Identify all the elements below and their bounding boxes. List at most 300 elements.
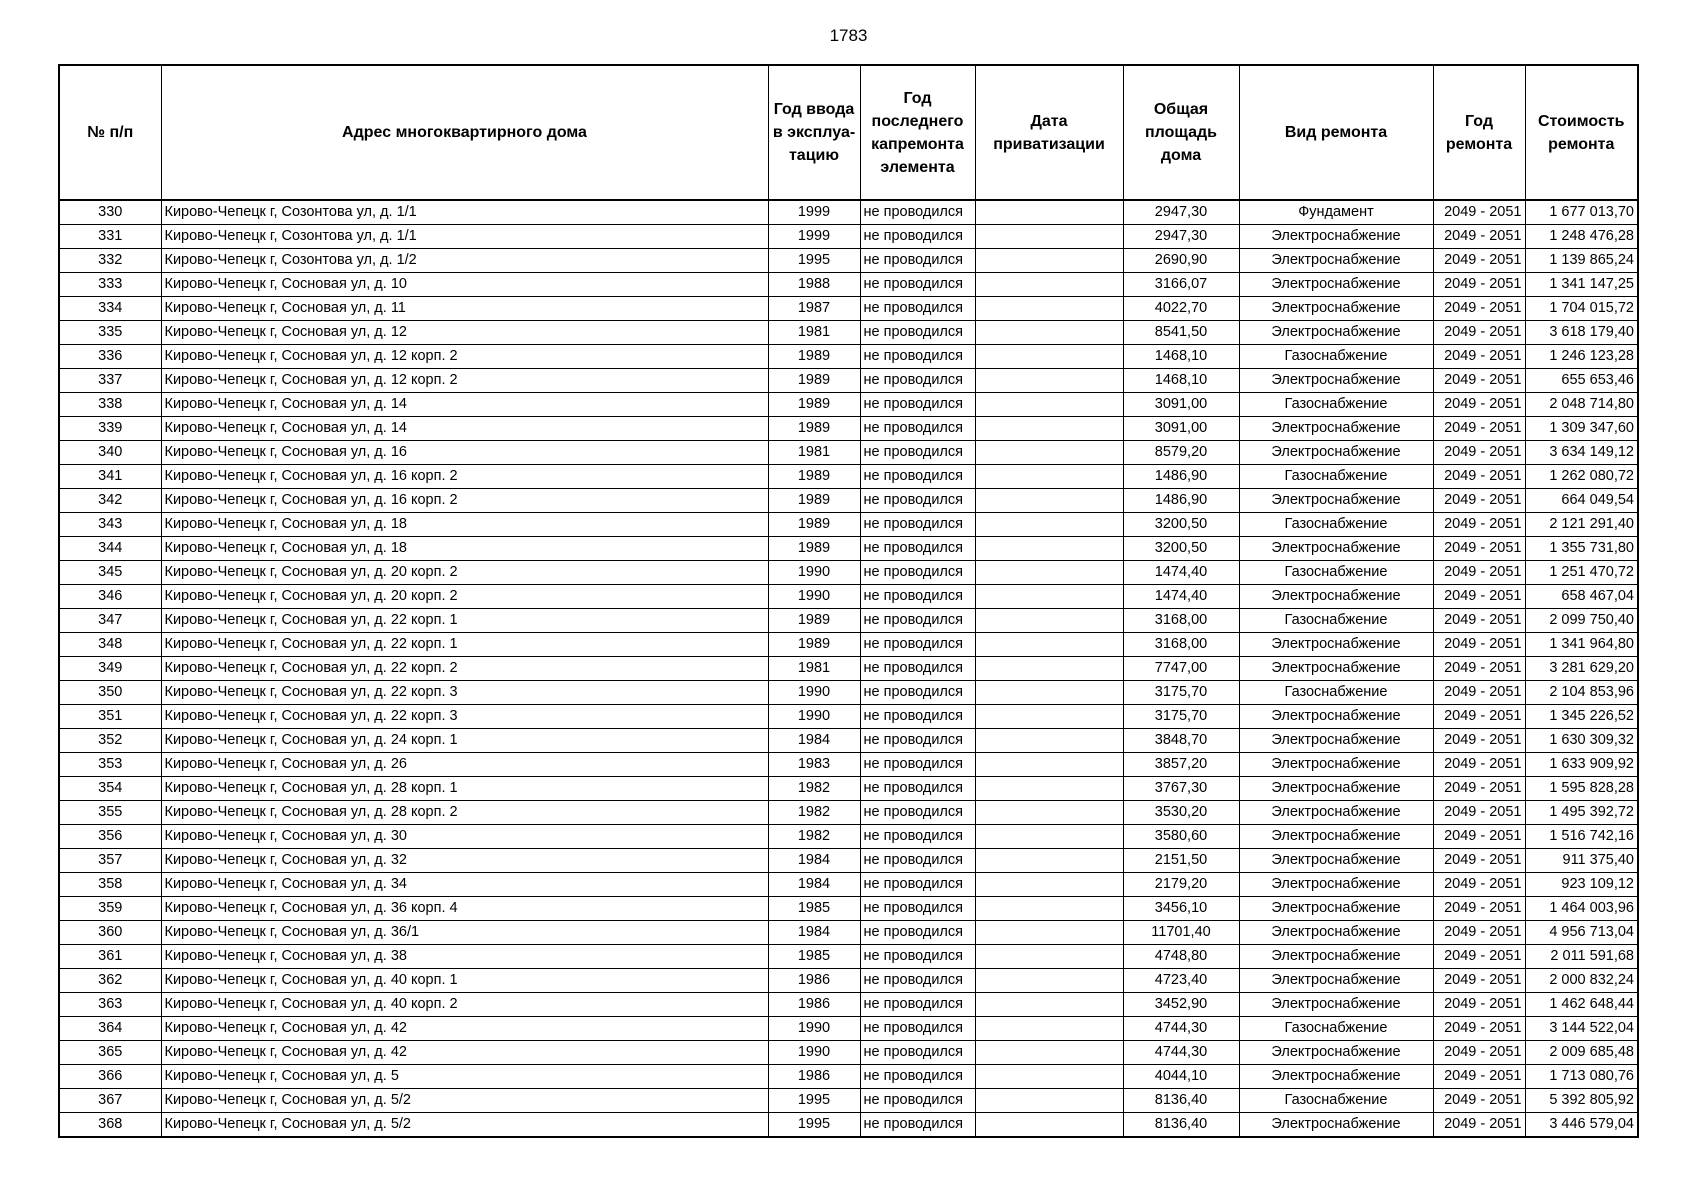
cell-year-built: 1995 <box>768 1089 860 1113</box>
cell-repair-year: 2049 - 2051 <box>1433 1065 1525 1089</box>
cell-address: Кирово-Чепецк г, Сосновая ул, д. 22 корп. 1 <box>161 609 768 633</box>
cell-privatization <box>975 633 1123 657</box>
cell-repair-type: Газоснабжение <box>1239 561 1433 585</box>
cell-area: 4723,40 <box>1123 969 1239 993</box>
cell-cost: 3 281 629,20 <box>1525 657 1638 681</box>
cell-area: 1486,90 <box>1123 489 1239 513</box>
cell-last-repair: не проводился <box>860 585 975 609</box>
cell-last-repair: не проводился <box>860 609 975 633</box>
table-row <box>59 705 1638 729</box>
table-row <box>59 225 1638 249</box>
cell-repair-type: Газоснабжение <box>1239 1017 1433 1041</box>
table-row <box>59 825 1638 849</box>
cell-last-repair: не проводился <box>860 297 975 321</box>
header-repair-year: Год ремонта <box>1433 65 1525 200</box>
cell-last-repair: не проводился <box>860 1017 975 1041</box>
cell-num: 366 <box>59 1065 161 1089</box>
cell-privatization <box>975 657 1123 681</box>
cell-cost: 1 341 147,25 <box>1525 273 1638 297</box>
cell-area: 3091,00 <box>1123 417 1239 441</box>
cell-year-built: 1990 <box>768 561 860 585</box>
cell-address: Кирово-Чепецк г, Сосновая ул, д. 34 <box>161 873 768 897</box>
cell-cost: 1 595 828,28 <box>1525 777 1638 801</box>
table-row <box>59 1017 1638 1041</box>
table-row <box>59 849 1638 873</box>
cell-cost: 2 104 853,96 <box>1525 681 1638 705</box>
cell-year-built: 1987 <box>768 297 860 321</box>
cell-repair-type: Электроснабжение <box>1239 297 1433 321</box>
cell-year-built: 1986 <box>768 1065 860 1089</box>
cell-repair-type: Электроснабжение <box>1239 369 1433 393</box>
cell-privatization <box>975 249 1123 273</box>
cell-repair-year: 2049 - 2051 <box>1433 897 1525 921</box>
cell-repair-year: 2049 - 2051 <box>1433 801 1525 825</box>
cell-privatization <box>975 585 1123 609</box>
cell-cost: 2 009 685,48 <box>1525 1041 1638 1065</box>
table-row <box>59 200 1638 225</box>
cell-last-repair: не проводился <box>860 945 975 969</box>
cell-privatization <box>975 609 1123 633</box>
cell-last-repair: не проводился <box>860 249 975 273</box>
cell-last-repair: не проводился <box>860 537 975 561</box>
cell-cost: 911 375,40 <box>1525 849 1638 873</box>
cell-repair-year: 2049 - 2051 <box>1433 441 1525 465</box>
cell-repair-year: 2049 - 2051 <box>1433 777 1525 801</box>
cell-address: Кирово-Чепецк г, Сосновая ул, д. 5/2 <box>161 1089 768 1113</box>
table-row <box>59 1065 1638 1089</box>
cell-last-repair: не проводился <box>860 825 975 849</box>
cell-address: Кирово-Чепецк г, Сосновая ул, д. 14 <box>161 393 768 417</box>
cell-address: Кирово-Чепецк г, Сосновая ул, д. 36 корп. 4 <box>161 897 768 921</box>
cell-year-built: 1999 <box>768 225 860 249</box>
cell-address: Кирово-Чепецк г, Созонтова ул, д. 1/1 <box>161 225 768 249</box>
cell-privatization <box>975 417 1123 441</box>
cell-num: 348 <box>59 633 161 657</box>
cell-year-built: 1989 <box>768 513 860 537</box>
cell-year-built: 1985 <box>768 897 860 921</box>
cell-repair-year: 2049 - 2051 <box>1433 1041 1525 1065</box>
cell-last-repair: не проводился <box>860 200 975 225</box>
cell-privatization <box>975 777 1123 801</box>
cell-num: 363 <box>59 993 161 1017</box>
cell-year-built: 1986 <box>768 969 860 993</box>
cell-cost: 3 618 179,40 <box>1525 321 1638 345</box>
cell-address: Кирово-Чепецк г, Сосновая ул, д. 38 <box>161 945 768 969</box>
cell-privatization <box>975 465 1123 489</box>
cell-num: 335 <box>59 321 161 345</box>
cell-area: 1474,40 <box>1123 561 1239 585</box>
cell-num: 361 <box>59 945 161 969</box>
cell-area: 2690,90 <box>1123 249 1239 273</box>
table-row <box>59 609 1638 633</box>
cell-area: 3767,30 <box>1123 777 1239 801</box>
cell-num: 336 <box>59 345 161 369</box>
cell-privatization <box>975 753 1123 777</box>
cell-privatization <box>975 561 1123 585</box>
cell-cost: 1 139 865,24 <box>1525 249 1638 273</box>
cell-area: 3580,60 <box>1123 825 1239 849</box>
table-row <box>59 393 1638 417</box>
table-row <box>59 441 1638 465</box>
cell-address: Кирово-Чепецк г, Сосновая ул, д. 22 корп. 3 <box>161 681 768 705</box>
cell-cost: 1 630 309,32 <box>1525 729 1638 753</box>
table-row <box>59 681 1638 705</box>
cell-repair-type: Электроснабжение <box>1239 969 1433 993</box>
cell-area: 3530,20 <box>1123 801 1239 825</box>
table-row <box>59 801 1638 825</box>
cell-last-repair: не проводился <box>860 441 975 465</box>
cell-cost: 664 049,54 <box>1525 489 1638 513</box>
cell-privatization <box>975 873 1123 897</box>
header-area: Общая площадь дома <box>1123 65 1239 200</box>
cell-privatization <box>975 393 1123 417</box>
cell-privatization <box>975 1065 1123 1089</box>
cell-year-built: 1989 <box>768 417 860 441</box>
cell-year-built: 1990 <box>768 585 860 609</box>
table-row <box>59 945 1638 969</box>
cell-repair-type: Электроснабжение <box>1239 441 1433 465</box>
cell-num: 333 <box>59 273 161 297</box>
cell-num: 356 <box>59 825 161 849</box>
cell-privatization <box>975 681 1123 705</box>
cell-repair-year: 2049 - 2051 <box>1433 321 1525 345</box>
cell-cost: 3 144 522,04 <box>1525 1017 1638 1041</box>
header-num: № п/п <box>59 65 161 200</box>
cell-area: 1486,90 <box>1123 465 1239 489</box>
cell-cost: 1 262 080,72 <box>1525 465 1638 489</box>
cell-repair-year: 2049 - 2051 <box>1433 993 1525 1017</box>
cell-num: 346 <box>59 585 161 609</box>
page-number: 1783 <box>829 26 868 45</box>
cell-area: 1468,10 <box>1123 369 1239 393</box>
cell-repair-type: Газоснабжение <box>1239 609 1433 633</box>
cell-repair-year: 2049 - 2051 <box>1433 345 1525 369</box>
table-row <box>59 753 1638 777</box>
cell-area: 3168,00 <box>1123 633 1239 657</box>
cell-cost: 658 467,04 <box>1525 585 1638 609</box>
cell-repair-type: Электроснабжение <box>1239 921 1433 945</box>
cell-repair-type: Газоснабжение <box>1239 393 1433 417</box>
cell-area: 11701,40 <box>1123 921 1239 945</box>
cell-privatization <box>975 345 1123 369</box>
table-row <box>59 1041 1638 1065</box>
cell-repair-year: 2049 - 2051 <box>1433 633 1525 657</box>
cell-area: 4744,30 <box>1123 1041 1239 1065</box>
cell-address: Кирово-Чепецк г, Сосновая ул, д. 5/2 <box>161 1113 768 1138</box>
cell-num: 367 <box>59 1089 161 1113</box>
cell-cost: 655 653,46 <box>1525 369 1638 393</box>
header-cost: Стоимость ремонта <box>1525 65 1638 200</box>
cell-address: Кирово-Чепецк г, Сосновая ул, д. 20 корп. 2 <box>161 585 768 609</box>
cell-repair-year: 2049 - 2051 <box>1433 657 1525 681</box>
cell-repair-type: Газоснабжение <box>1239 681 1433 705</box>
cell-num: 362 <box>59 969 161 993</box>
table-row <box>59 897 1638 921</box>
cell-repair-year: 2049 - 2051 <box>1433 825 1525 849</box>
cell-repair-type: Электроснабжение <box>1239 753 1433 777</box>
cell-cost: 1 341 964,80 <box>1525 633 1638 657</box>
cell-privatization <box>975 513 1123 537</box>
table-row <box>59 969 1638 993</box>
table-row <box>59 513 1638 537</box>
table-row <box>59 249 1638 273</box>
table-row <box>59 585 1638 609</box>
cell-repair-type: Электроснабжение <box>1239 1065 1433 1089</box>
cell-repair-type: Электроснабжение <box>1239 1041 1433 1065</box>
cell-repair-type: Электроснабжение <box>1239 225 1433 249</box>
cell-privatization <box>975 705 1123 729</box>
cell-repair-year: 2049 - 2051 <box>1433 1017 1525 1041</box>
cell-repair-type: Электроснабжение <box>1239 321 1433 345</box>
cell-repair-type: Электроснабжение <box>1239 273 1433 297</box>
cell-last-repair: не проводился <box>860 681 975 705</box>
cell-privatization <box>975 945 1123 969</box>
cell-num: 355 <box>59 801 161 825</box>
cell-last-repair: не проводился <box>860 393 975 417</box>
cell-area: 2179,20 <box>1123 873 1239 897</box>
cell-cost: 1 516 742,16 <box>1525 825 1638 849</box>
cell-year-built: 1982 <box>768 777 860 801</box>
cell-repair-type: Электроснабжение <box>1239 705 1433 729</box>
cell-year-built: 1990 <box>768 681 860 705</box>
cell-num: 347 <box>59 609 161 633</box>
cell-num: 365 <box>59 1041 161 1065</box>
cell-last-repair: не проводился <box>860 633 975 657</box>
cell-cost: 1 713 080,76 <box>1525 1065 1638 1089</box>
table-row <box>59 321 1638 345</box>
table-row <box>59 1089 1638 1113</box>
cell-address: Кирово-Чепецк г, Сосновая ул, д. 10 <box>161 273 768 297</box>
cell-address: Кирово-Чепецк г, Сосновая ул, д. 11 <box>161 297 768 321</box>
cell-area: 4022,70 <box>1123 297 1239 321</box>
cell-area: 4748,80 <box>1123 945 1239 969</box>
cell-year-built: 1990 <box>768 1041 860 1065</box>
cell-privatization <box>975 369 1123 393</box>
cell-repair-type: Электроснабжение <box>1239 249 1433 273</box>
cell-repair-type: Электроснабжение <box>1239 585 1433 609</box>
cell-cost: 1 246 123,28 <box>1525 345 1638 369</box>
cell-repair-type: Электроснабжение <box>1239 993 1433 1017</box>
cell-privatization <box>975 321 1123 345</box>
table-row <box>59 993 1638 1017</box>
cell-repair-year: 2049 - 2051 <box>1433 393 1525 417</box>
cell-privatization <box>975 849 1123 873</box>
cell-num: 344 <box>59 537 161 561</box>
cell-year-built: 1989 <box>768 609 860 633</box>
cell-area: 3091,00 <box>1123 393 1239 417</box>
cell-last-repair: не проводился <box>860 657 975 681</box>
cell-area: 2947,30 <box>1123 200 1239 225</box>
cell-num: 349 <box>59 657 161 681</box>
table-row <box>59 537 1638 561</box>
cell-cost: 1 248 476,28 <box>1525 225 1638 249</box>
cell-address: Кирово-Чепецк г, Сосновая ул, д. 30 <box>161 825 768 849</box>
cell-area: 3175,70 <box>1123 705 1239 729</box>
cell-repair-year: 2049 - 2051 <box>1433 249 1525 273</box>
cell-last-repair: не проводился <box>860 1089 975 1113</box>
repair-register-table <box>58 64 1639 1138</box>
cell-repair-year: 2049 - 2051 <box>1433 945 1525 969</box>
cell-num: 345 <box>59 561 161 585</box>
cell-repair-year: 2049 - 2051 <box>1433 1113 1525 1138</box>
cell-cost: 5 392 805,92 <box>1525 1089 1638 1113</box>
cell-repair-year: 2049 - 2051 <box>1433 921 1525 945</box>
cell-cost: 1 355 731,80 <box>1525 537 1638 561</box>
cell-year-built: 1989 <box>768 369 860 393</box>
cell-privatization <box>975 225 1123 249</box>
cell-repair-year: 2049 - 2051 <box>1433 849 1525 873</box>
cell-repair-year: 2049 - 2051 <box>1433 489 1525 513</box>
cell-repair-type: Газоснабжение <box>1239 465 1433 489</box>
cell-num: 352 <box>59 729 161 753</box>
cell-repair-year: 2049 - 2051 <box>1433 753 1525 777</box>
cell-year-built: 1984 <box>768 729 860 753</box>
cell-year-built: 1981 <box>768 657 860 681</box>
cell-repair-type: Электроснабжение <box>1239 825 1433 849</box>
cell-year-built: 1981 <box>768 321 860 345</box>
cell-area: 8579,20 <box>1123 441 1239 465</box>
cell-num: 334 <box>59 297 161 321</box>
cell-cost: 2 099 750,40 <box>1525 609 1638 633</box>
cell-address: Кирово-Чепецк г, Сосновая ул, д. 42 <box>161 1017 768 1041</box>
cell-address: Кирово-Чепецк г, Сосновая ул, д. 22 корп. 3 <box>161 705 768 729</box>
cell-area: 4744,30 <box>1123 1017 1239 1041</box>
cell-address: Кирово-Чепецк г, Сосновая ул, д. 12 корп. 2 <box>161 369 768 393</box>
cell-cost: 1 251 470,72 <box>1525 561 1638 585</box>
cell-year-built: 1984 <box>768 849 860 873</box>
cell-last-repair: не проводился <box>860 993 975 1017</box>
cell-repair-type: Электроснабжение <box>1239 849 1433 873</box>
cell-address: Кирово-Чепецк г, Сосновая ул, д. 12 корп. 2 <box>161 345 768 369</box>
cell-year-built: 1990 <box>768 1017 860 1041</box>
header-last-repair: Год последнего капремонта элемента <box>860 65 975 200</box>
table-row <box>59 297 1638 321</box>
cell-year-built: 1983 <box>768 753 860 777</box>
cell-area: 1468,10 <box>1123 345 1239 369</box>
cell-area: 7747,00 <box>1123 657 1239 681</box>
header-repair-type: Вид ремонта <box>1239 65 1433 200</box>
cell-year-built: 1989 <box>768 393 860 417</box>
cell-privatization <box>975 993 1123 1017</box>
header-row <box>59 65 1638 200</box>
cell-privatization <box>975 297 1123 321</box>
table-row <box>59 1113 1638 1138</box>
table-row <box>59 345 1638 369</box>
table-row <box>59 273 1638 297</box>
cell-num: 342 <box>59 489 161 513</box>
cell-repair-type: Электроснабжение <box>1239 897 1433 921</box>
cell-last-repair: не проводился <box>860 1065 975 1089</box>
cell-repair-year: 2049 - 2051 <box>1433 969 1525 993</box>
cell-area: 3857,20 <box>1123 753 1239 777</box>
cell-last-repair: не проводился <box>860 801 975 825</box>
cell-repair-year: 2049 - 2051 <box>1433 465 1525 489</box>
cell-year-built: 1981 <box>768 441 860 465</box>
cell-num: 360 <box>59 921 161 945</box>
table-row <box>59 369 1638 393</box>
cell-year-built: 1999 <box>768 200 860 225</box>
cell-cost: 1 464 003,96 <box>1525 897 1638 921</box>
cell-address: Кирово-Чепецк г, Сосновая ул, д. 16 корп. 2 <box>161 465 768 489</box>
cell-address: Кирово-Чепецк г, Сосновая ул, д. 32 <box>161 849 768 873</box>
cell-repair-year: 2049 - 2051 <box>1433 537 1525 561</box>
cell-last-repair: не проводился <box>860 321 975 345</box>
cell-last-repair: не проводился <box>860 489 975 513</box>
cell-repair-type: Электроснабжение <box>1239 801 1433 825</box>
cell-area: 3175,70 <box>1123 681 1239 705</box>
table-row <box>59 921 1638 945</box>
cell-last-repair: не проводился <box>860 849 975 873</box>
cell-cost: 2 048 714,80 <box>1525 393 1638 417</box>
cell-last-repair: не проводился <box>860 369 975 393</box>
cell-year-built: 1988 <box>768 273 860 297</box>
cell-repair-year: 2049 - 2051 <box>1433 705 1525 729</box>
cell-last-repair: не проводился <box>860 345 975 369</box>
cell-repair-year: 2049 - 2051 <box>1433 873 1525 897</box>
cell-area: 3168,00 <box>1123 609 1239 633</box>
cell-last-repair: не проводился <box>860 729 975 753</box>
cell-last-repair: не проводился <box>860 273 975 297</box>
cell-address: Кирово-Чепецк г, Сосновая ул, д. 18 <box>161 513 768 537</box>
cell-year-built: 1989 <box>768 633 860 657</box>
cell-repair-year: 2049 - 2051 <box>1433 273 1525 297</box>
cell-repair-year: 2049 - 2051 <box>1433 200 1525 225</box>
cell-privatization <box>975 801 1123 825</box>
cell-year-built: 1986 <box>768 993 860 1017</box>
cell-area: 3452,90 <box>1123 993 1239 1017</box>
cell-cost: 4 956 713,04 <box>1525 921 1638 945</box>
cell-year-built: 1982 <box>768 825 860 849</box>
cell-area: 3456,10 <box>1123 897 1239 921</box>
cell-repair-type: Газоснабжение <box>1239 345 1433 369</box>
cell-last-repair: не проводился <box>860 465 975 489</box>
cell-privatization <box>975 921 1123 945</box>
cell-repair-type: Электроснабжение <box>1239 537 1433 561</box>
cell-last-repair: не проводился <box>860 705 975 729</box>
cell-repair-type: Электроснабжение <box>1239 1113 1433 1138</box>
cell-year-built: 1984 <box>768 873 860 897</box>
cell-repair-year: 2049 - 2051 <box>1433 369 1525 393</box>
cell-num: 343 <box>59 513 161 537</box>
cell-cost: 1 704 015,72 <box>1525 297 1638 321</box>
cell-last-repair: не проводился <box>860 513 975 537</box>
table-row <box>59 777 1638 801</box>
cell-cost: 2 121 291,40 <box>1525 513 1638 537</box>
table-row <box>59 729 1638 753</box>
cell-repair-year: 2049 - 2051 <box>1433 561 1525 585</box>
cell-repair-year: 2049 - 2051 <box>1433 225 1525 249</box>
cell-address: Кирово-Чепецк г, Сосновая ул, д. 14 <box>161 417 768 441</box>
cell-num: 351 <box>59 705 161 729</box>
table-row <box>59 873 1638 897</box>
cell-area: 2151,50 <box>1123 849 1239 873</box>
cell-repair-year: 2049 - 2051 <box>1433 513 1525 537</box>
cell-cost: 3 634 149,12 <box>1525 441 1638 465</box>
table-row <box>59 561 1638 585</box>
cell-num: 340 <box>59 441 161 465</box>
cell-year-built: 1989 <box>768 537 860 561</box>
cell-cost: 923 109,12 <box>1525 873 1638 897</box>
cell-address: Кирово-Чепецк г, Сосновая ул, д. 28 корп. 2 <box>161 801 768 825</box>
cell-num: 359 <box>59 897 161 921</box>
cell-repair-year: 2049 - 2051 <box>1433 585 1525 609</box>
cell-address: Кирово-Чепецк г, Сосновая ул, д. 16 <box>161 441 768 465</box>
cell-num: 354 <box>59 777 161 801</box>
cell-repair-type: Электроснабжение <box>1239 417 1433 441</box>
cell-address: Кирово-Чепецк г, Созонтова ул, д. 1/1 <box>161 200 768 225</box>
cell-num: 339 <box>59 417 161 441</box>
cell-address: Кирово-Чепецк г, Сосновая ул, д. 20 корп. 2 <box>161 561 768 585</box>
